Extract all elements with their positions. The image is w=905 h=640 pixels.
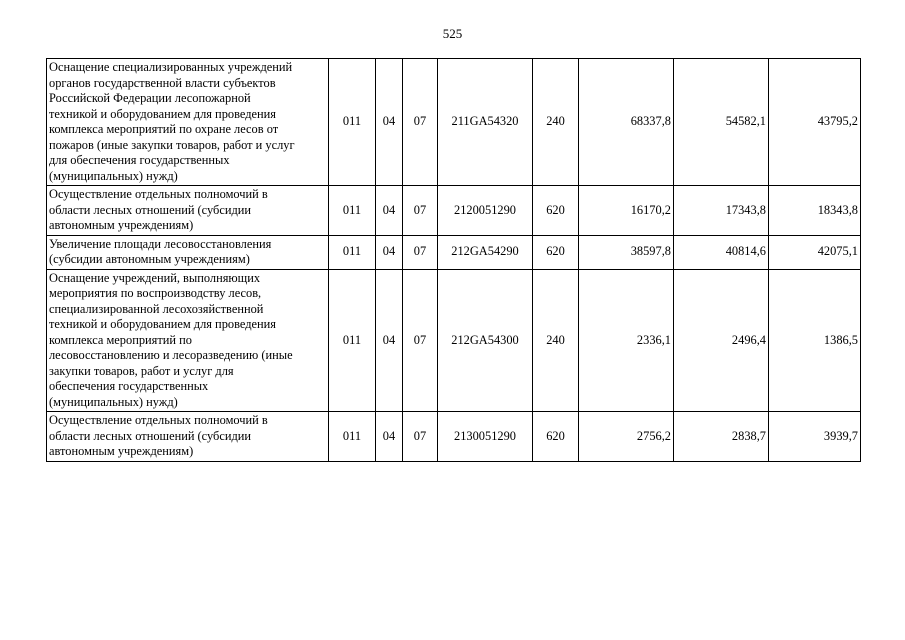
subsection-code: 07 <box>403 186 438 236</box>
section-code: 04 <box>376 235 403 269</box>
target-article-code: 2120051290 <box>438 186 533 236</box>
amount-3: 18343,8 <box>769 186 861 236</box>
table-row <box>47 412 861 462</box>
page-number: 525 <box>442 26 463 41</box>
table-body <box>47 59 861 462</box>
expense-type-code: 620 <box>533 412 579 462</box>
target-article-code: 211GA54320 <box>438 59 533 186</box>
expense-type-code: 240 <box>533 59 579 186</box>
amount-1: 2756,2 <box>579 412 674 462</box>
ministry-code: 011 <box>329 235 376 269</box>
row-description: Оснащение учреждений, выполняющих мероприятия по воспроизводству лесов, специализированной лесохозяйственной техникой и оборудованием для проведения комплекса мероприятий по лесовосстановлению и лесоразведению (иные закупки товаров, работ и услуг для обеспечения государственных (муниципальных) нужд) <box>47 269 329 412</box>
row-description: Осуществление отдельных полномочий в области лесных отношений (субсидии автономным учреждениям) <box>47 412 329 462</box>
amount-2: 40814,6 <box>674 235 769 269</box>
amount-2: 2838,7 <box>674 412 769 462</box>
amount-3: 1386,5 <box>769 269 861 412</box>
budget-table <box>46 58 861 462</box>
row-description: Увеличение площади лесовосстановления (субсидии автономным учреждениям) <box>47 235 329 269</box>
target-article-code: 212GA54300 <box>438 269 533 412</box>
table-row <box>47 59 861 186</box>
table-row <box>47 269 861 412</box>
table-row <box>47 235 861 269</box>
amount-3: 3939,7 <box>769 412 861 462</box>
ministry-code: 011 <box>329 412 376 462</box>
amount-2: 54582,1 <box>674 59 769 186</box>
section-code: 04 <box>376 186 403 236</box>
row-description: Осуществление отдельных полномочий в области лесных отношений (субсидии автономным учреждениям) <box>47 186 329 236</box>
expense-type-code: 240 <box>533 269 579 412</box>
section-code: 04 <box>376 269 403 412</box>
amount-3: 42075,1 <box>769 235 861 269</box>
amount-2: 17343,8 <box>674 186 769 236</box>
subsection-code: 07 <box>403 269 438 412</box>
amount-2: 2496,4 <box>674 269 769 412</box>
expense-type-code: 620 <box>533 235 579 269</box>
amount-1: 68337,8 <box>579 59 674 186</box>
subsection-code: 07 <box>403 412 438 462</box>
ministry-code: 011 <box>329 186 376 236</box>
target-article-code: 2130051290 <box>438 412 533 462</box>
section-code: 04 <box>376 412 403 462</box>
amount-1: 2336,1 <box>579 269 674 412</box>
expense-type-code: 620 <box>533 186 579 236</box>
amount-1: 16170,2 <box>579 186 674 236</box>
ministry-code: 011 <box>329 59 376 186</box>
subsection-code: 07 <box>403 59 438 186</box>
section-code: 04 <box>376 59 403 186</box>
row-description: Оснащение специализированных учреждений органов государственной власти субъектов Российской Федерации лесопожарной техникой и оборудованием для проведения комплекса мероприятий по охране лесов от пожаров (иные закупки товаров, работ и услуг для обеспечения государственных (муниципальных) нужд) <box>47 59 329 186</box>
table-row <box>47 186 861 236</box>
amount-3: 43795,2 <box>769 59 861 186</box>
target-article-code: 212GA54290 <box>438 235 533 269</box>
subsection-code: 07 <box>403 235 438 269</box>
amount-1: 38597,8 <box>579 235 674 269</box>
ministry-code: 011 <box>329 269 376 412</box>
